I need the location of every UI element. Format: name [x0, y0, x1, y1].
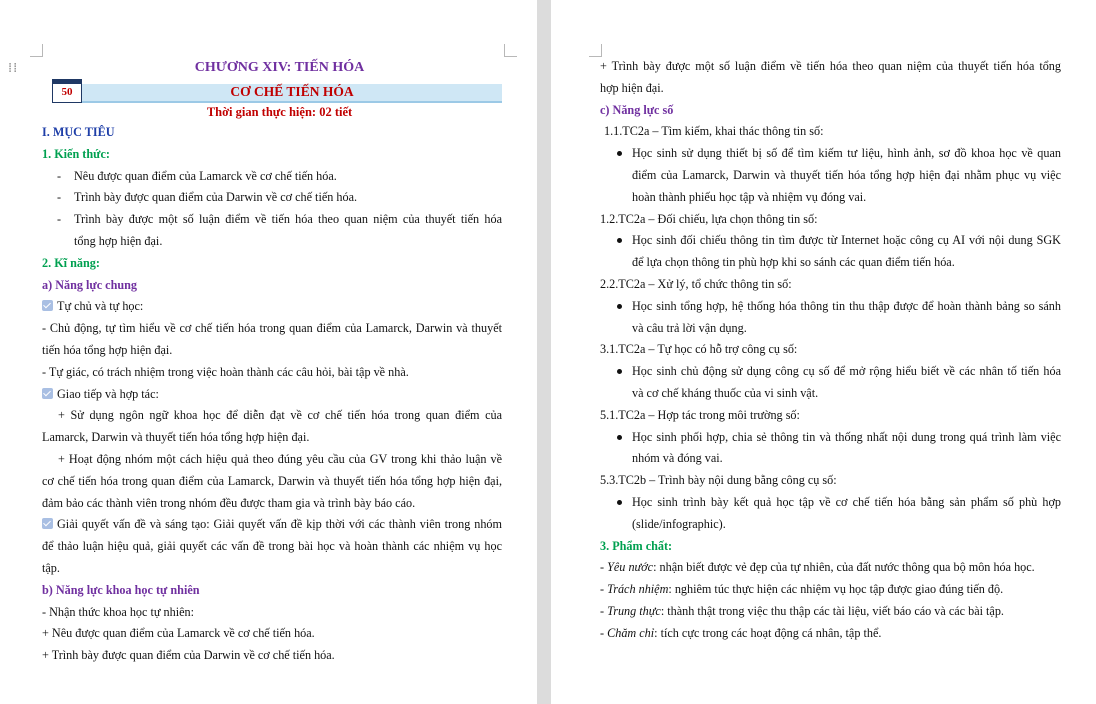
list-item: Học sinh phối hợp, chia sẻ thông tin và thống nhất nội dung trong quá trình làm việc [600, 427, 1061, 449]
digital-skill-heading: 3.1.TC2a – Tự học có hỗ trợ công cụ số: [600, 342, 798, 357]
list-item-continued: (slide/infographic). [632, 516, 726, 531]
page-gap [537, 0, 551, 704]
subsection-heading: 3. Phẩm chất: [600, 538, 673, 553]
checkbox-icon [42, 388, 53, 399]
list-item: Học sinh sử dụng thiết bị số để tìm kiếm tư liệu, hình ảnh, sơ đồ khoa học về quan [600, 143, 1061, 165]
paragraph-line: tập. [42, 560, 60, 575]
quality-item: - Chăm chỉ: tích cực trong các hoạt động cá nhân, tập thể. [600, 625, 882, 640]
quality-item: - Yêu nước: nhận biết được vẻ đẹp của tự nhiên, của đất nước thông qua bộ môn hóa học. [600, 560, 1035, 575]
subsection-heading: a) Năng lực chung [42, 277, 138, 292]
paragraph-line: + Trình bày được quan điểm của Darwin về cơ chế tiến hóa. [42, 648, 335, 663]
list-item: Học sinh trình bày kết quả học tập về cơ chế tiến hóa bằng sản phẩm số phù hợp [600, 492, 1061, 514]
list-item-continued: và cơ chế kháng thuốc của vi sinh vật. [632, 385, 819, 400]
lesson-header [42, 81, 502, 103]
paragraph-line: để thảo luận hiệu quả, giải quyết các vấn đề trong bài học và hoàn thành các nhiệm vụ học [42, 539, 502, 554]
list-item-continued: và câu trả lời vận dụng. [632, 320, 747, 335]
lesson-title: CƠ CHẾ TIẾN HÓA [230, 84, 354, 99]
digital-skill-heading: 5.1.TC2a – Hợp tác trong môi trường số: [600, 407, 800, 422]
list-item: - Nêu được quan điểm của Lamarck về cơ chế tiến hóa. [57, 168, 337, 183]
quality-item: - Trách nhiệm: nghiêm túc thực hiện các nhiệm vụ học tập được giao đúng tiến độ. [600, 582, 1004, 597]
lesson-duration: Thời gian thực hiện: 02 tiết [206, 105, 353, 119]
subsection-heading: 2. Kĩ năng: [42, 255, 100, 270]
paragraph-line: + Nêu được quan điểm của Lamarck về cơ chế tiến hóa. [42, 626, 315, 641]
checkbox-item: Tự chủ và tự học: [42, 296, 502, 318]
list-item: - Trình bày được một số luận điểm về tiến hóa theo quan niệm của thuyết tiến hóa [57, 212, 502, 227]
list-item: Học sinh tổng hợp, hệ thống hóa thông tin thu thập được để hoàn thành bảng so sánh [600, 296, 1061, 318]
paragraph-line: - Nhận thức khoa học tự nhiên: [42, 604, 194, 619]
drag-handle-icon[interactable]: ⁞⁞ [8, 61, 19, 76]
page-content-left [42, 56, 502, 667]
checkbox-icon [42, 300, 53, 311]
paragraph-line: + Hoạt động nhóm một cách hiệu quả theo đúng yêu cầu của GV trong khi thảo luận về [58, 451, 502, 466]
paragraph-line: cơ chế tiến hóa trong quan điểm của Lamarck, Darwin và thuyết tiến hóa tổng hợp hiện đại, [42, 473, 502, 488]
chapter-title: CHƯƠNG XIV: TIẾN HÓA [194, 60, 365, 75]
list-item-continued: hoàn thành phiếu học tập và nhiệm vụ đóng vai. [632, 189, 867, 204]
paragraph-line: - Tự giác, có trách nhiệm trong việc hoàn thành các câu hỏi, bài tập về nhà. [42, 364, 409, 379]
paragraph-line: hợp hiện đại. [600, 80, 664, 95]
checkbox-icon [42, 518, 53, 529]
list-item: - Trình bày được quan điểm của Darwin về cơ chế tiến hóa. [57, 190, 358, 205]
subsection-heading: b) Năng lực khoa học tự nhiên [42, 582, 200, 597]
digital-skill-heading: 1.1.TC2a – Tìm kiếm, khai thác thông tin số: [604, 124, 824, 139]
subsection-heading: 1. Kiến thức: [42, 146, 110, 161]
paragraph-line: - Chủ động, tự tìm hiểu về cơ chế tiến hóa trong quan điểm của Lamarck, Darwin và thuyết [42, 321, 502, 336]
paragraph-line: đảm bảo các thành viên trong nhóm đều được tham gia và trình bày báo cáo. [42, 495, 416, 510]
list-item-continued: tổng hợp hiện đại. [74, 233, 163, 248]
lesson-number: 50 [61, 86, 73, 98]
list-item-continued: để lựa chọn thông tin phù hợp khi so sánh các quan điểm tiến hóa. [632, 255, 955, 270]
digital-skill-heading: 1.2.TC2a – Đối chiếu, lựa chọn thông tin số: [600, 211, 818, 226]
list-item: Học sinh đối chiếu thông tin tìm được từ Internet hoặc công cụ AI với nội dung SGK [600, 230, 1061, 252]
page-content-right [600, 56, 1061, 645]
list-item-continued: điểm của Lamarck, Darwin và thuyết tiến hóa tổng hợp hiện đại nhằm phục vụ việc [632, 167, 1061, 182]
checkbox-item: Giao tiếp và hợp tác: [42, 384, 502, 406]
paragraph-line: tiến hóa tổng hợp hiện đại. [42, 342, 173, 357]
digital-skill-heading: 2.2.TC2a – Xử lý, tổ chức thông tin số: [600, 276, 792, 291]
quality-item: - Trung thực: thành thật trong việc thu thập các tài liệu, viết báo cáo và các bài tập. [600, 603, 1004, 618]
paragraph-line: + Trình bày được một số luận điểm về tiến hóa theo quan niệm của thuyết tiến hóa tổng [600, 59, 1061, 73]
checkbox-item: Giải quyết vấn đề và sáng tạo: Giải quyết vấn đề kịp thời với các thành viên trong nhóm [42, 514, 502, 536]
list-item: Học sinh chủ động sử dụng công cụ số để mở rộng hiểu biết về các nhân tố tiến hóa [600, 361, 1061, 383]
document-page-left [0, 0, 537, 704]
list-item-continued: nhóm và đóng vai. [632, 451, 723, 466]
subsection-heading: c) Năng lực số [600, 102, 674, 117]
crop-mark [504, 44, 517, 57]
document-page-right [551, 0, 1096, 704]
paragraph-line: Lamarck, Darwin và thuyết tiến hóa tổng hợp hiện đại. [42, 430, 310, 445]
paragraph-line: + Sử dụng ngôn ngữ khoa học để diễn đạt về cơ chế tiến hóa trong quan điểm của [58, 408, 502, 423]
section-heading: I. MỤC TIÊU [42, 125, 115, 139]
lesson-number-box [52, 79, 82, 103]
digital-skill-heading: 5.3.TC2b – Trình bày nội dung bằng công cụ số: [600, 473, 837, 488]
